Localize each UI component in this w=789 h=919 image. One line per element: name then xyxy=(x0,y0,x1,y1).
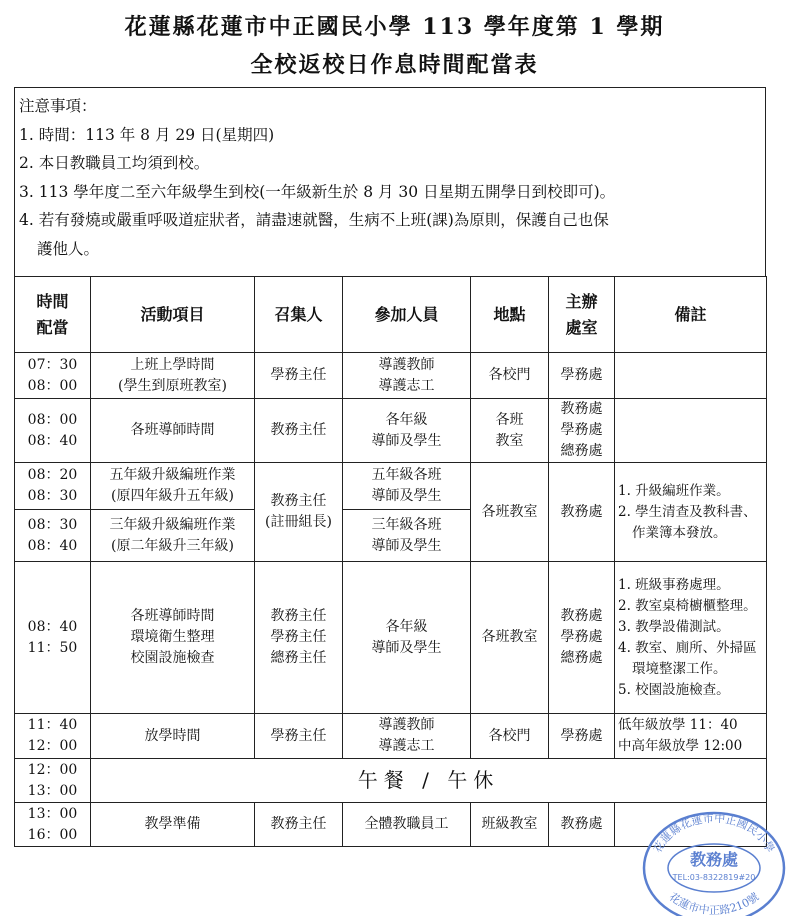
office-cell: 教務處 學務處 總務處 xyxy=(549,399,615,463)
convener-cell: 學務主任 xyxy=(255,353,343,399)
table-row xyxy=(15,562,767,714)
participants-cell: 全體教職員工 xyxy=(343,803,471,847)
activity-cell: 各班導師時間 xyxy=(91,399,255,463)
participants-cell: 各年級 導師及學生 xyxy=(343,399,471,463)
participants-cell: 三年級各班 導師及學生 xyxy=(343,510,471,562)
time-cell: 13：00 16：00 xyxy=(15,803,91,847)
note-item-1: 1. 時間：113 年 8 月 29 日(星期四) xyxy=(19,125,275,144)
location-cell: 各班教室 xyxy=(471,562,549,714)
location-cell: 各班教室 xyxy=(471,463,549,562)
location-cell: 班級教室 xyxy=(471,803,549,847)
location-cell: 各校門 xyxy=(471,714,549,759)
remark-item: 2. 教室桌椅櫥櫃整理。 xyxy=(618,597,757,614)
convener-cell: 教務主任 學務主任 總務主任 xyxy=(255,562,343,714)
header-activity: 活動項目 xyxy=(91,277,255,353)
activity-cell: 五年級升級編班作業 (原四年級升五年級) xyxy=(91,463,255,510)
remarks-cell xyxy=(615,562,767,714)
stamp-bottom-text: 花蓮市中正路210號 xyxy=(666,890,762,916)
activity-cell: 上班上學時間 (學生到原班教室) xyxy=(91,353,255,399)
schedule-table xyxy=(14,276,767,847)
time-cell: 12：00 13：00 xyxy=(15,759,91,803)
header-remarks: 備註 xyxy=(615,277,767,353)
table-row xyxy=(15,463,767,510)
table-row xyxy=(15,353,767,399)
activity-cell: 教學準備 xyxy=(91,803,255,847)
header-office: 主辦 處室 xyxy=(549,277,615,353)
remark-item: 中高年級放學 12:00 xyxy=(618,738,743,754)
participants-cell: 導護教師 導護志工 xyxy=(343,714,471,759)
header-convener: 召集人 xyxy=(255,277,343,353)
remarks-cell xyxy=(615,399,767,463)
document-subtitle: 全校返校日作息時間配當表 xyxy=(250,52,539,78)
convener-cell: 學務主任 xyxy=(255,714,343,759)
activity-cell: 放學時間 xyxy=(91,714,255,759)
time-cell: 11：40 12：00 xyxy=(15,714,91,759)
remark-item: 1. 班級事務處理。 xyxy=(618,576,730,593)
location-cell: 各班 教室 xyxy=(471,399,549,463)
location-cell: 各校門 xyxy=(471,353,549,399)
time-cell: 08：30 08：40 xyxy=(15,510,91,562)
office-cell: 學務處 xyxy=(549,353,615,399)
remark-item: 低年級放學 11：40 xyxy=(618,717,738,733)
activity-cell: 各班導師時間 環境衛生整理 校園設施檢查 xyxy=(91,562,255,714)
remark-item: 4. 教室、廁所、外掃區環境整潔工作。 xyxy=(618,639,757,677)
stamp-ring-text: 花蓮縣花蓮市中正國民小學 xyxy=(651,811,777,855)
notes-heading: 注意事項： xyxy=(19,97,97,115)
office-cell: 教務處 xyxy=(549,463,615,562)
stamp-center-text: 教務處 xyxy=(689,850,739,869)
office-cell: 教務處 xyxy=(549,803,615,847)
table-header-row xyxy=(15,277,767,353)
time-cell: 08：20 08：30 xyxy=(15,463,91,510)
office-cell: 學務處 xyxy=(549,714,615,759)
table-row xyxy=(15,759,767,803)
remarks-cell xyxy=(615,714,767,759)
convener-cell: 教務主任 xyxy=(255,803,343,847)
document-title: 花蓮縣花蓮市中正國民小學 113 學年度第 1 學期 xyxy=(124,14,665,40)
convener-cell: 教務主任 (註冊組長) xyxy=(255,463,343,562)
remark-item: 5. 校園設施檢查。 xyxy=(618,681,730,698)
header-participants: 參加人員 xyxy=(343,277,471,353)
participants-cell: 五年級各班 導師及學生 xyxy=(343,463,471,510)
convener-cell: 教務主任 xyxy=(255,399,343,463)
time-cell: 07：30 08：00 xyxy=(15,353,91,399)
activity-cell: 三年級升級編班作業 (原二年級升三年級) xyxy=(91,510,255,562)
note-item-4: 4. 若有發燒或嚴重呼吸道症狀者，請盡速就醫，生病不上班(課)為原則，保護自己也保 xyxy=(19,211,609,229)
note-item-4-cont: 護他人。 xyxy=(37,239,100,258)
remark-item: 2. 學生清查及教科書、作業簿本發放。 xyxy=(618,503,757,541)
header-time: 時間 配當 xyxy=(15,277,91,353)
office-stamp xyxy=(640,806,788,916)
remarks-cell xyxy=(615,463,767,562)
time-cell: 08：00 08：40 xyxy=(15,399,91,463)
remarks-cell xyxy=(615,353,767,399)
notes-section xyxy=(14,87,766,277)
remark-item: 1. 升級編班作業。 xyxy=(618,482,730,499)
participants-cell: 各年級 導師及學生 xyxy=(343,562,471,714)
time-cell: 08：40 11：50 xyxy=(15,562,91,714)
note-item-2: 2. 本日教職員工均須到校。 xyxy=(19,154,210,172)
table-row xyxy=(15,399,767,463)
note-item-3: 3. 113 學年度二至六年級學生到校(一年級新生於 8 月 30 日星期五開學日到校即可)。 xyxy=(19,182,616,201)
table-row xyxy=(15,714,767,759)
lunch-break-cell: 午餐 / 午休 xyxy=(91,759,767,803)
remark-item: 3. 教學設備測試。 xyxy=(618,618,730,635)
header-location: 地點 xyxy=(471,277,549,353)
stamp-phone-text: TEL:03-8322819#20 xyxy=(672,873,756,882)
office-cell: 教務處 學務處 總務處 xyxy=(549,562,615,714)
participants-cell: 導護教師 導護志工 xyxy=(343,353,471,399)
